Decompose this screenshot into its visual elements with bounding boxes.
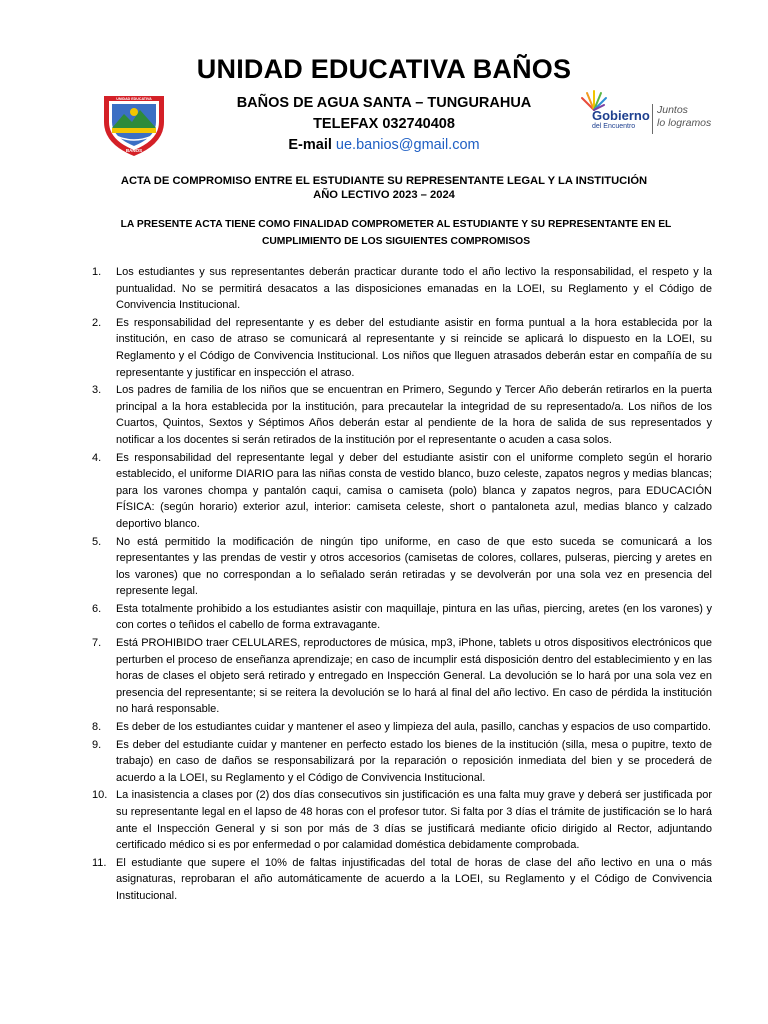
document-header xyxy=(0,0,768,170)
list-item-text: La inasistencia a clases por (2) dos días consecutivos sin justificación es una falta muy grave y deberá ser justificada por su representante legal en el lapso de 48 horas con el profesor tutor. Si falta por 3 días el trámite de justificación se lo hará ante el Inspección General y si son por más de 3 días se justificará mediante oficio dirigido al Rector, adjuntando certificado médico si es por enfermedad o por calamidad doméstica debidamente comprobada. xyxy=(116,789,712,852)
list-item xyxy=(0,855,768,905)
school-title: UNIDAD EDUCATIVA BAÑOS xyxy=(196,54,572,84)
acta-title-line-2: AÑO LECTIVO 2023 – 2024 xyxy=(313,189,455,201)
motto-line-2: lo logramos xyxy=(657,117,712,129)
list-item-number: 2. xyxy=(92,316,102,329)
list-item-number: 10. xyxy=(92,789,108,802)
school-phone: TELEFAX 032740408 xyxy=(313,116,455,132)
list-item-text: Los estudiantes y sus representantes deberán practicar durante todo el año lectivo la responsabilidad, el respeto y la puntualidad. No se permitirá desacatos a las disposiciones emanadas en la LOEI, su Reglamento y el Código de Convivencia Institucional. xyxy=(116,266,712,312)
commitments-list xyxy=(0,264,768,906)
email-label: E-mail xyxy=(288,137,332,153)
list-item-text: Los padres de familia de los niños que se encuentran en Primero, Segundo y Tercer Año deberán retirarlos en la puerta principal a la hora establecida por la institución, para precautelar la integridad de su representado/a. Los niños de los Cuartos, Quintos, Sextos y Séptimos Años deberán estar al pendiente de la hora de salida de sus representados y notificar a los docentes si serán retirados de la institución por el representante o acuden a casa solos. xyxy=(116,384,712,446)
school-email-line xyxy=(0,137,768,153)
list-item xyxy=(0,264,768,314)
logo-divider xyxy=(652,104,653,134)
list-item xyxy=(0,737,768,787)
motto-line-1: Juntos xyxy=(657,104,688,116)
list-item-number: 11. xyxy=(92,856,107,869)
gobierno-logo xyxy=(578,90,718,138)
school-location: BAÑOS DE AGUA SANTA – TUNGURAHUA xyxy=(236,95,532,111)
gobierno-subword: del Encuentro xyxy=(592,123,636,130)
list-item-text: Es responsabilidad del representante legal y deber del estudiante asistir con el uniforme completo según el horario establecido, el uniforme DIARIO para las niñas consta de vestido blanco, buzo celeste, zapatos negros y medias blancas; para los varones chompa y pantalón caqui, camisa o camiseta (polo) blanca y zapatos negros, para EDUCACIÓN FÍSICA: (según horario) exterior azul, interior: camiseta celeste, short o pantaloneta azul, medias blanco y calzado deportivo blanco. xyxy=(116,451,712,530)
list-item-number: 1. xyxy=(92,266,102,278)
acta-title-line-1: ACTA DE COMPROMISO ENTRE EL ESTUDIANTE SU REPRESENTANTE LEGAL Y LA INSTITUCIÓN xyxy=(120,175,648,187)
list-item-number: 8. xyxy=(92,721,102,734)
list-item-text: Esta totalmente prohibido a los estudiantes asistir con maquillaje, pintura en las uñas, piercing, aretes (en los varones) y con cortes o teñidos el cabello de forma extravagante. xyxy=(116,602,712,632)
list-item-number: 4. xyxy=(92,451,102,464)
list-item-text: Es deber del estudiante cuidar y mantener en perfecto estado los bienes de la institución (silla, mesa o pupitre, texto de trabajo) en caso de daños se responsabilizará por la reparación o reposición inmediata del bien y se procederá de acuerdo a la LOEI, su Reglamento y el Código de Convivencia Institucional. xyxy=(116,738,712,784)
list-item-number: 3. xyxy=(92,384,102,397)
list-item xyxy=(0,315,768,381)
list-item-number: 6. xyxy=(92,602,102,615)
list-item xyxy=(0,719,768,736)
email-address: ue.banios@gmail.com xyxy=(335,137,480,153)
list-item xyxy=(0,450,768,533)
purpose-statement: LA PRESENTE ACTA TIENE COMO FINALIDAD COMPROMETER AL ESTUDIANTE Y SU REPRESENTANTE EN EL CUMPLIMIENTO DE LOS SIGUIENTES COMPROMISOS xyxy=(120,219,672,247)
list-item xyxy=(0,382,768,448)
list-item-text: El estudiante que supere el 10% de faltas injustificadas del total de horas de clase del año lectivo en una o más asignaturas, reprobaran el año automáticamente de acuerdo a la LOEI, su Reglamento y el Código de Convivencia Institucional. xyxy=(116,856,712,902)
list-item-text: Es deber de los estudiantes cuidar y mantener el aseo y limpieza del aula, pasillo, canchas y espacios de uso compartido. xyxy=(116,721,711,734)
list-item-number: 9. xyxy=(92,738,102,751)
list-item-text: No está permitido la modificación de ningún tipo uniforme, en caso de que esto suceda se comunicará a los representantes y las prendas de vestir y otros accesorios (camisetas de colores, collares, pulseras, piercing y aretes en los varones) que no correspondan a lo señalado serán retiradas y se devolverán por una sola vez en presencia del represente legal. xyxy=(116,535,712,598)
list-item-text: Está PROHIBIDO traer CELULARES, reproductores de música, mp3, iPhone, tablets u otros dispositivos electrónicos que perturben el proceso de enseñanza aprendizaje; en caso de incumplir está disposición dentro del establecimiento y en las horas de clases el objeto será retirado y entregado en Inspección General. La devolución se lo hará por una sola vez en presencia del representante; si se reitera la devolución se lo hará al final del año lectivo. En caso de pérdida la institución no hará responsable. xyxy=(116,637,712,716)
acta-title xyxy=(0,174,768,202)
list-item-text: Es responsabilidad del representante y es deber del estudiante asistir en forma puntual a la hora establecida por la institución, en caso de atraso se comunicará al representante y si reincide se aplicará lo dispuesto en la LOEI, su Reglamento y el Código de Convivencia Institucional. Los niños que lleguen atrasados deberán estar en compañía de su representante y justificar en inspección el atraso. xyxy=(116,316,712,379)
gobierno-word: Gobierno xyxy=(592,108,650,123)
list-item xyxy=(0,534,768,600)
list-item xyxy=(0,601,768,634)
crest-top-text: UNIDAD EDUCATIVA xyxy=(116,97,152,101)
list-item xyxy=(0,635,768,718)
list-item-number: 5. xyxy=(92,535,102,548)
list-item xyxy=(0,787,768,853)
list-item-number: 7. xyxy=(92,637,102,650)
crest-bottom-text: BAÑOS xyxy=(125,148,143,153)
